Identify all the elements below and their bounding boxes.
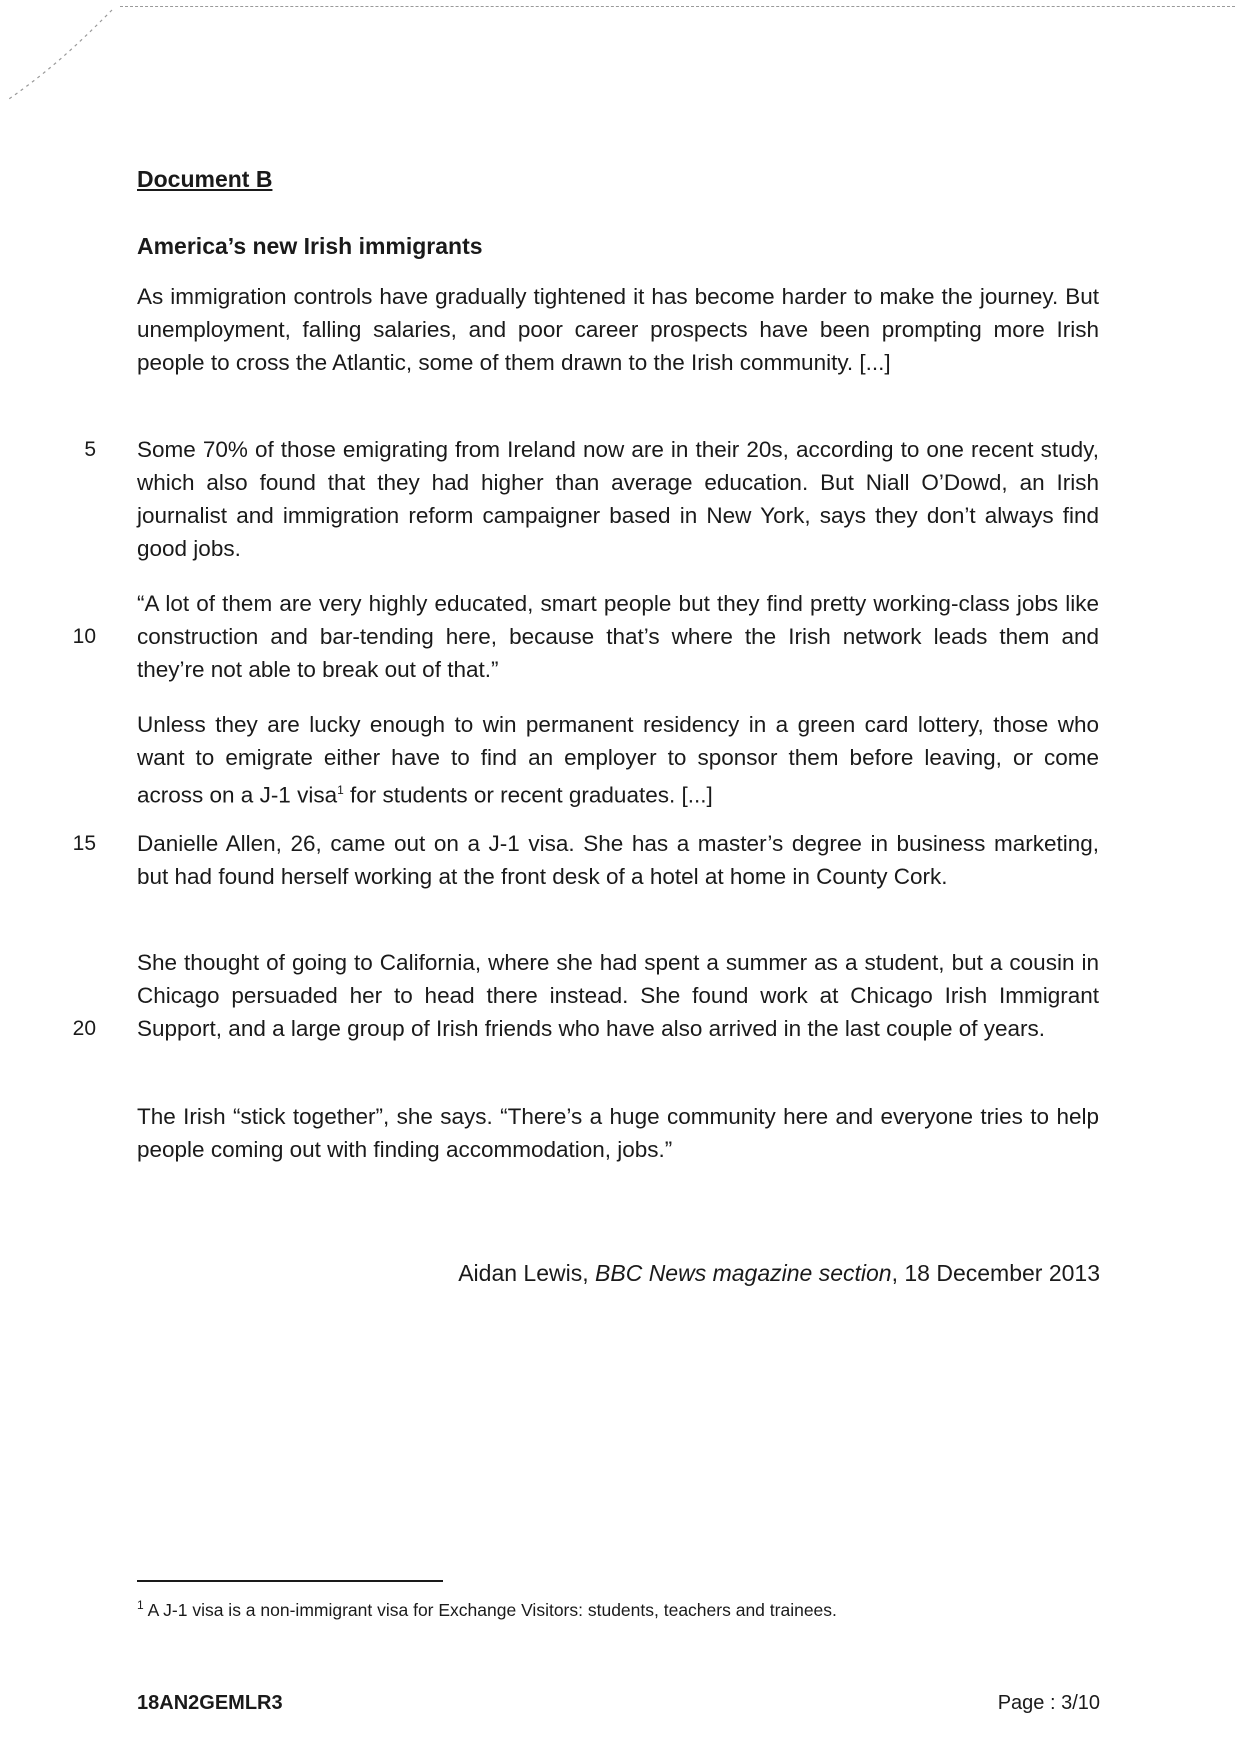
paragraph-5: Danielle Allen, 26, came out on a J-1 visa. She has a master’s degree in business marketing, but had found herself working at the front desk of a hotel at home in County Cork.	[137, 831, 1099, 889]
article-source	[458, 1260, 1100, 1287]
paragraph-7: The Irish “stick together”, she says. “There’s a huge community here and everyone tries to help people coming out with finding accommodation, jobs.”	[137, 1104, 1099, 1162]
footnote	[137, 1598, 837, 1621]
paragraph-4-end: for students or recent graduates. [...]	[343, 782, 713, 808]
document-label: Document B	[137, 166, 273, 192]
source-publication: BBC News magazine section	[595, 1260, 892, 1286]
source-date: , 18 December 2013	[891, 1260, 1100, 1286]
footnote-mark: 1	[137, 1598, 144, 1612]
source-author: Aidan Lewis,	[458, 1260, 596, 1286]
paragraph-3: “A lot of them are very highly educated, smart people but they find pretty working-class jobs like construction and bar-tending here, because that’s where the Irish network leads them and they’re not able to break out of that.”	[137, 591, 1099, 682]
paragraph-1: As immigration controls have gradually tightened it has become harder to make the journey. But unemployment, falling salaries, and poor career prospects have been prompting more Irish people to cross the Atlantic, some of them drawn to the Irish community. [...]	[137, 284, 1099, 375]
footnote-reference: 1	[337, 783, 344, 797]
paragraph-4-text: Unless they are lucky enough to win permanent residency in a green card lottery, those who want to emigrate either have to find an employer to sponsor them before leaving, or come across on a J-1 visa	[137, 712, 1099, 808]
paragraph-2: Some 70% of those emigrating from Ireland now are in their 20s, according to one recent study, which also found that they had higher than average education. But Niall O’Dowd, an Irish journalist and immigration reform campaigner based in New York, says they don’t always find good jobs.	[137, 437, 1099, 561]
paragraph-4	[137, 708, 1099, 812]
scan-corner-mark	[4, 8, 114, 103]
exam-code: 18AN2GEMLR3	[137, 1692, 283, 1714]
line-number-5: 5	[84, 438, 96, 461]
footnote-divider	[137, 1580, 443, 1582]
line-number-15: 15	[72, 832, 96, 855]
footnote-text: A J-1 visa is a non-immigrant visa for Exchange Visitors: students, teachers and trainees.	[143, 1599, 837, 1620]
scan-edge-line	[120, 6, 1235, 7]
line-number-10: 10	[72, 625, 96, 648]
line-number-20: 20	[72, 1017, 96, 1040]
article-title: America’s new Irish immigrants	[137, 233, 483, 259]
page-number: Page : 3/10	[997, 1692, 1100, 1714]
paragraph-6: She thought of going to California, where she had spent a summer as a student, but a cousin in Chicago persuaded her to head there instead. She found work at Chicago Irish Immigrant Support, and a large group of Irish friends who have also arrived in the last couple of years.	[137, 950, 1099, 1041]
